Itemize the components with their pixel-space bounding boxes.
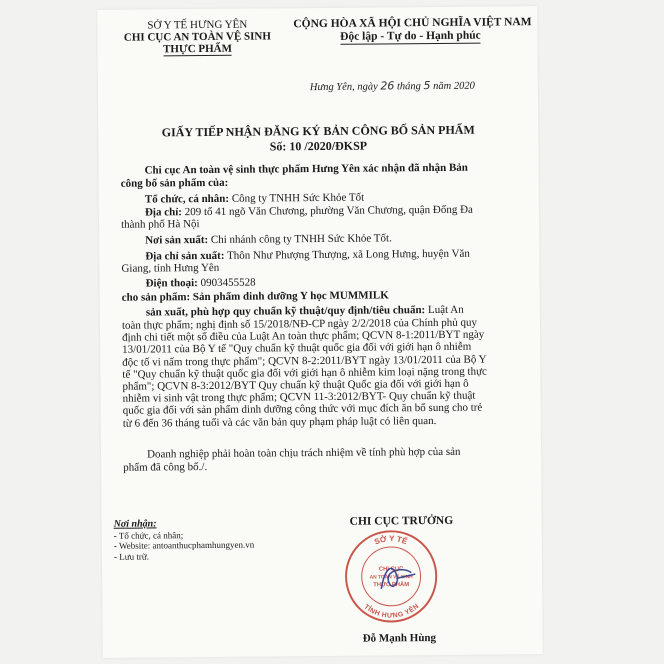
org-row — [145, 192, 364, 206]
signature-title: CHI CỤC TRƯỞNG — [349, 514, 454, 528]
issue-date — [310, 79, 475, 93]
product-line: cho sản phẩm: Sản phẩm dinh dưỡng Y học MUMMILK — [121, 289, 389, 304]
document-title: GIẤY TIẾP NHẬN ĐĂNG KÝ BẢN CÔNG BỐ SẢN PHẨM — [161, 122, 475, 140]
responsibility-line-1: Doanh nghiệp phải hoàn toàn chịu trách nhiệm về tính phù hợp của sản — [147, 445, 461, 461]
stamp-center-1: CHI CỤC — [378, 566, 404, 573]
standards-body — [122, 316, 523, 429]
producer-address-row — [145, 248, 470, 263]
issuer-line-3: THỰC PHẨM — [162, 42, 233, 56]
phone-label: Điện thoại: — [145, 277, 198, 290]
signer-name: Đỗ Mạnh Hùng — [362, 631, 437, 645]
producer-address-line-2: Giang, tỉnh Hưng Yên — [121, 261, 220, 275]
official-stamp — [342, 527, 441, 626]
intro-line-1: Chi cục An toàn vệ sinh thực phẩm Hưng Yên xác nhận đã nhận Bản — [144, 161, 468, 177]
responsibility-line-2: phẩm đã công bố./. — [123, 460, 208, 474]
recipient-item: - Tổ chức, cá nhân; — [113, 529, 184, 541]
org-value: Công ty TNHH Sức Khỏe Tốt — [229, 191, 365, 205]
producer-value: Chi nhánh công ty TNHH Sức Khỏe Tốt. — [208, 232, 392, 246]
standards-line: tế "Quy chuẩn kỹ thuật quốc gia đối với giới hạn ô nhiễm kim loại nặng trong thực — [122, 365, 487, 381]
recipient-item: - Website: antoanthucphamhungyen.vn — [113, 539, 255, 551]
standards-line: độc tố vi nấm trong thực phẩm"; QCVN 8-2:2011/BYT ngày 13/01/2011 của Bộ Y — [122, 353, 487, 369]
producer-row — [145, 232, 392, 246]
recipients-heading: Nơi nhận: — [113, 518, 157, 530]
producer-address-value: Thôn Như Phượng Thượng, xã Long Hưng, huyện Văn — [224, 247, 470, 262]
date-month: 5 — [423, 79, 431, 93]
national-motto: CỘNG HÒA XÃ HỘI CHỦ NGHĨA VIỆT NAM — [293, 16, 532, 31]
intro-line-2: công bố sản phẩm của: — [120, 176, 229, 190]
national-header — [293, 16, 532, 45]
recipients-block — [114, 519, 255, 562]
phone-row — [146, 277, 256, 290]
phone-value: 0903455528 — [197, 276, 256, 290]
recipient-item: - Lưu trữ. — [113, 551, 149, 562]
standards-line: quốc gia đối với sản phẩm dinh dưỡng công thức với mục đích ăn bổ sung cho trẻ — [122, 402, 483, 418]
stamp-center-3: THỰC PHẨM — [373, 582, 410, 589]
national-slogan: Độc lập - Tự do - Hạnh phúc — [340, 29, 481, 43]
document-sheet — [97, 6, 543, 658]
standards-label: sản xuất, phù hợp quy chuẩn kỹ thuật/quy định/tiêu chuẩn: — [145, 304, 426, 319]
date-prefix: Hưng Yên, ngày — [309, 81, 378, 94]
document-number: Số: 10 /2020/ĐKSP — [269, 138, 368, 154]
stamp-ring-bottom: TỈNH HƯNG YÊN — [362, 603, 421, 620]
producer-label: Nơi sản xuất: — [145, 233, 209, 247]
stamp-center-2: AN TOÀN VỆ SINH — [369, 575, 413, 581]
address-label: Địa chỉ: — [144, 206, 182, 219]
address-value: 209 tổ 41 ngõ Văn Chương, phường Văn Chương, quận Đống Đa — [181, 203, 473, 219]
issuer-header — [115, 18, 279, 56]
document-title-block — [98, 122, 538, 156]
standards-line: định chi tiết một số điều của Luật An toàn thực phẩm; QCVN 8-1:2011/BYT ngày — [121, 328, 485, 344]
standards-line: phẩm"; QCVN 8-3:2012/BYT Quy chuẩn kỹ thuật Quốc gia đối với giới hạn ô — [122, 377, 469, 393]
standards-line: nhiễm vi sinh vật trong thực phẩm; QCVN 11-3:2012/BYT- Quy chuẩn kỹ thuật — [122, 389, 476, 405]
issuer-line-2: CHI CỤC AN TOÀN VỆ SINH — [123, 30, 271, 44]
address-row — [145, 204, 473, 219]
producer-address-label: Địa chỉ sản xuất: — [145, 249, 225, 263]
issuer-line-1: SỞ Y TẾ HƯNG YÊN — [147, 18, 248, 32]
date-day: 26 — [380, 79, 395, 93]
date-year: năm 2020 — [433, 80, 475, 93]
standards-line-1: Luật An — [425, 303, 464, 317]
date-month-label: tháng — [396, 81, 421, 93]
standards-line: toàn thực phẩm; nghị định số 15/2018/NĐ-CP ngày 2/2/2018 của Chính phủ quy — [121, 316, 478, 332]
standards-line: từ 6 đến 36 tháng tuổi và các văn bản quy phạm pháp luật có liên quan. — [122, 414, 437, 430]
standards-line: 13/01/2011 của Bộ Y tế "Quy chuẩn kỹ thuật quốc gia đối với giới hạn ô nhiễm — [122, 341, 472, 357]
stamp-ring-top: SỞ Y TẾ — [373, 534, 409, 547]
address-line-2: thành phố Hà Nội — [121, 218, 200, 231]
org-label: Tổ chức, cá nhân: — [144, 192, 230, 206]
